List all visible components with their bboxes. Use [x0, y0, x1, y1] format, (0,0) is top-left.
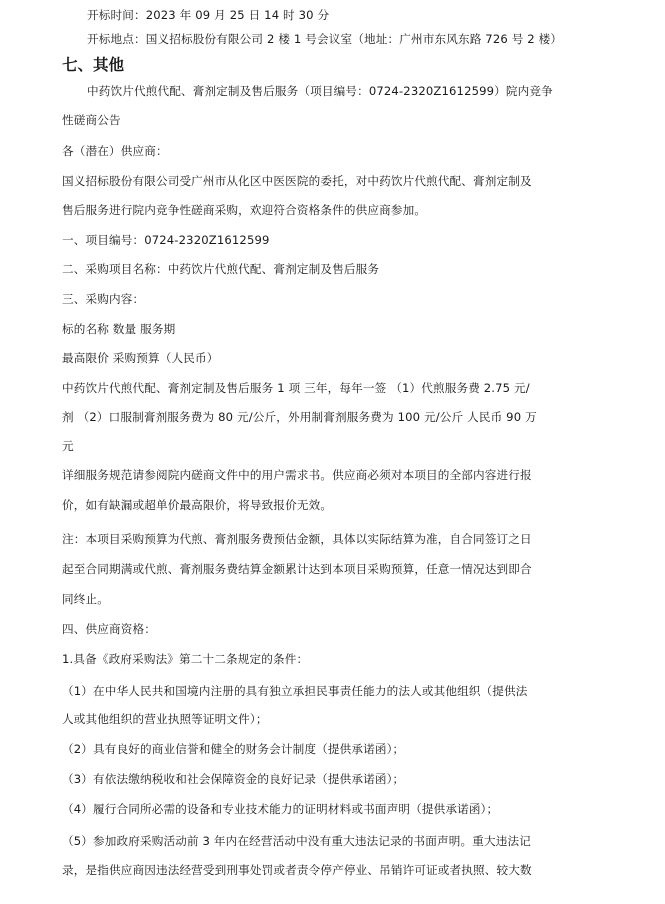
paragraph-line: 详细服务规范请参阅院内磋商文件中的用户需求书。供应商必须对本项目的全部内容进行报 — [62, 468, 532, 482]
paragraph-line: 性磋商公告 — [62, 113, 121, 127]
paragraph-line: 二、采购项目名称：中药饮片代煎代配、膏剂定制及售后服务 — [62, 262, 380, 276]
paragraph-line: 1.具备《政府采购法》第二十二条规定的条件： — [62, 652, 309, 666]
section-heading: 七、其他 — [62, 56, 125, 74]
bid-opening-time: 开标时间：2023 年 09 月 25 日 14 时 30 分 — [87, 8, 330, 22]
paragraph-line: （3）有依法缴纳税收和社会保障资金的良好记录（提供承诺函）； — [62, 772, 405, 786]
paragraph-line: （4）履行合同所必需的设备和专业技术能力的证明材料或书面声明（提供承诺函）； — [62, 802, 499, 816]
paragraph-line: （2）具有良好的商业信誉和健全的财务会计制度（提供承诺函）； — [62, 742, 405, 756]
paragraph-line: 价，如有缺漏或超单价最高限价，将导致报价无效。 — [62, 498, 333, 512]
paragraph-line: 中药饮片代煎代配、膏剂定制及售后服务（项目编号：0724-2320Z1612599）院内竞争 — [87, 84, 553, 98]
paragraph-line: 四、供应商资格： — [62, 622, 156, 636]
paragraph-line: 一、项目编号：0724-2320Z1612599 — [62, 233, 270, 247]
paragraph-line: 各（潜在）供应商： — [62, 144, 168, 158]
paragraph-line: 三、采购内容： — [62, 292, 145, 306]
paragraph-line: 标的名称 数量 服务期 — [62, 322, 176, 336]
paragraph-line: 售后服务进行院内竞争性磋商采购，欢迎符合资格条件的供应商参加。 — [62, 203, 427, 217]
paragraph-line: 元 — [62, 439, 74, 453]
paragraph-line: 注：本项目采购预算为代煎、膏剂服务费预估金额，具体以实际结算为准，自合同签订之日 — [62, 532, 532, 546]
paragraph-line: （1）在中华人民共和国境内注册的具有独立承担民事责任能力的法人或其他组织（提供法 — [62, 684, 528, 698]
paragraph-line: 最高限价 采购预算（人民币） — [62, 351, 219, 365]
paragraph-line: 同终止。 — [62, 592, 109, 606]
paragraph-line: （5）参加政府采购活动前 3 年内在经营活动中没有重大违法记录的书面声明。重大违法记 — [62, 834, 531, 848]
bid-opening-location: 开标地点：国义招标股份有限公司 2 楼 1 号会议室（地址：广州市东风东路 726 号 2 楼） — [87, 32, 563, 46]
paragraph-line: 国义招标股份有限公司受广州市从化区中医医院的委托，对中药饮片代煎代配、膏剂定制及 — [62, 174, 532, 188]
paragraph-line: 录，是指供应商因违法经营受到刑事处罚或者责令停产停业、吊销许可证或者执照、较大数 — [62, 863, 532, 877]
paragraph-line: 起至合同期满或代煎、膏剂服务费结算金额累计达到本项目采购预算，任意一情况达到即合 — [62, 562, 532, 576]
paragraph-line: 剂 （2）口服制膏剂服务费为 80 元/公斤，外用制膏剂服务费为 100 元/公斤 人民币 90 万 — [62, 410, 537, 424]
paragraph-line: 中药饮片代煎代配、膏剂定制及售后服务 1 项 三年，每年一签 （1）代煎服务费 2.75 元/ — [62, 381, 530, 395]
paragraph-line: 人或其他组织的营业执照等证明文件）； — [62, 712, 268, 726]
